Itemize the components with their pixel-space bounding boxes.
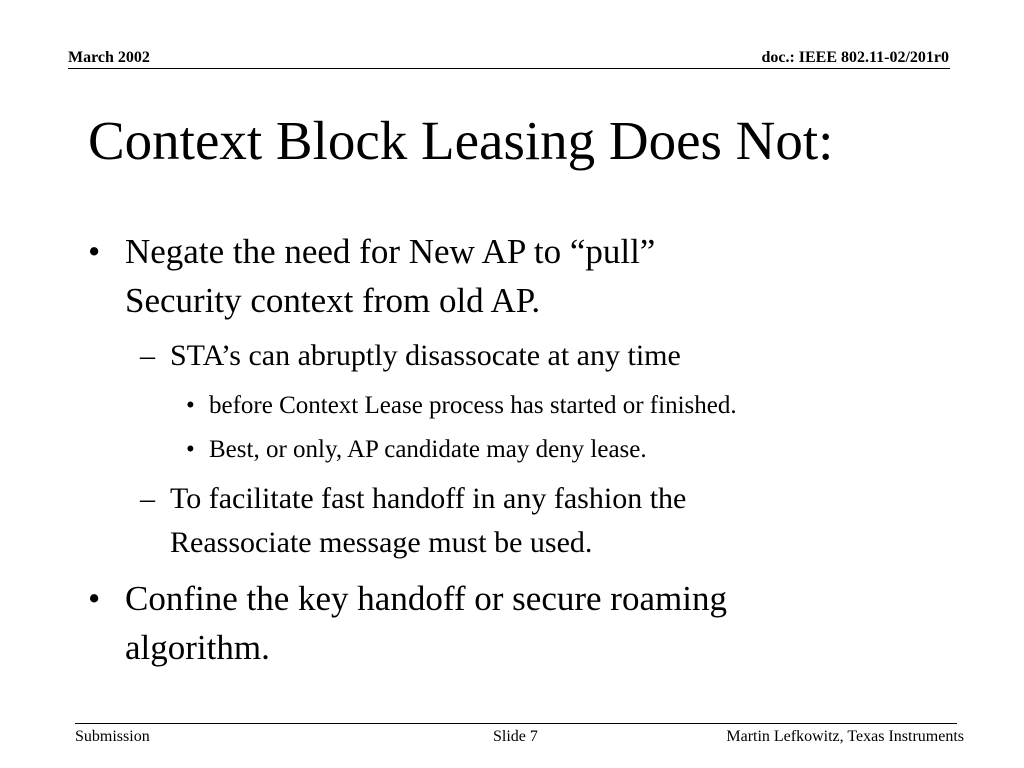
slide-title: Context Block Leasing Does Not: <box>88 110 834 171</box>
sub-sub-bullet-text-line: before Context Lease process has started or finished. <box>209 392 737 419</box>
footer-slide-number: Slide 7 <box>493 728 538 745</box>
bullet-text-line: Confine the key handoff or secure roaming <box>125 579 727 618</box>
sub-bullet-marker: – <box>140 339 155 372</box>
bullet-marker: • <box>88 232 101 271</box>
footer-author: Martin Lefkowitz, Texas Instruments <box>726 728 964 745</box>
sub-bullet-text-line: STA’s can abruptly disassocate at any time <box>170 339 681 372</box>
sub-bullet-text-line: To facilitate fast handoff in any fashion the <box>170 482 687 515</box>
header-divider <box>68 68 950 69</box>
header-date: March 2002 <box>68 49 150 66</box>
sub-sub-bullet-marker: • <box>186 436 195 463</box>
sub-bullet-marker: – <box>140 482 155 515</box>
sub-sub-bullet-text-line: Best, or only, AP candidate may deny lease. <box>209 436 647 463</box>
bullet-text-line: algorithm. <box>125 628 270 667</box>
footer-divider <box>75 723 957 724</box>
sub-sub-bullet-marker: • <box>186 392 195 419</box>
header-doc-id: doc.: IEEE 802.11-02/201r0 <box>761 49 949 66</box>
bullet-text-line: Negate the need for New AP to “pull” <box>125 232 656 271</box>
sub-bullet-text-line: Reassociate message must be used. <box>170 526 593 559</box>
bullet-marker: • <box>88 579 101 618</box>
footer-submission: Submission <box>75 728 150 745</box>
bullet-text-line: Security context from old AP. <box>125 281 541 320</box>
